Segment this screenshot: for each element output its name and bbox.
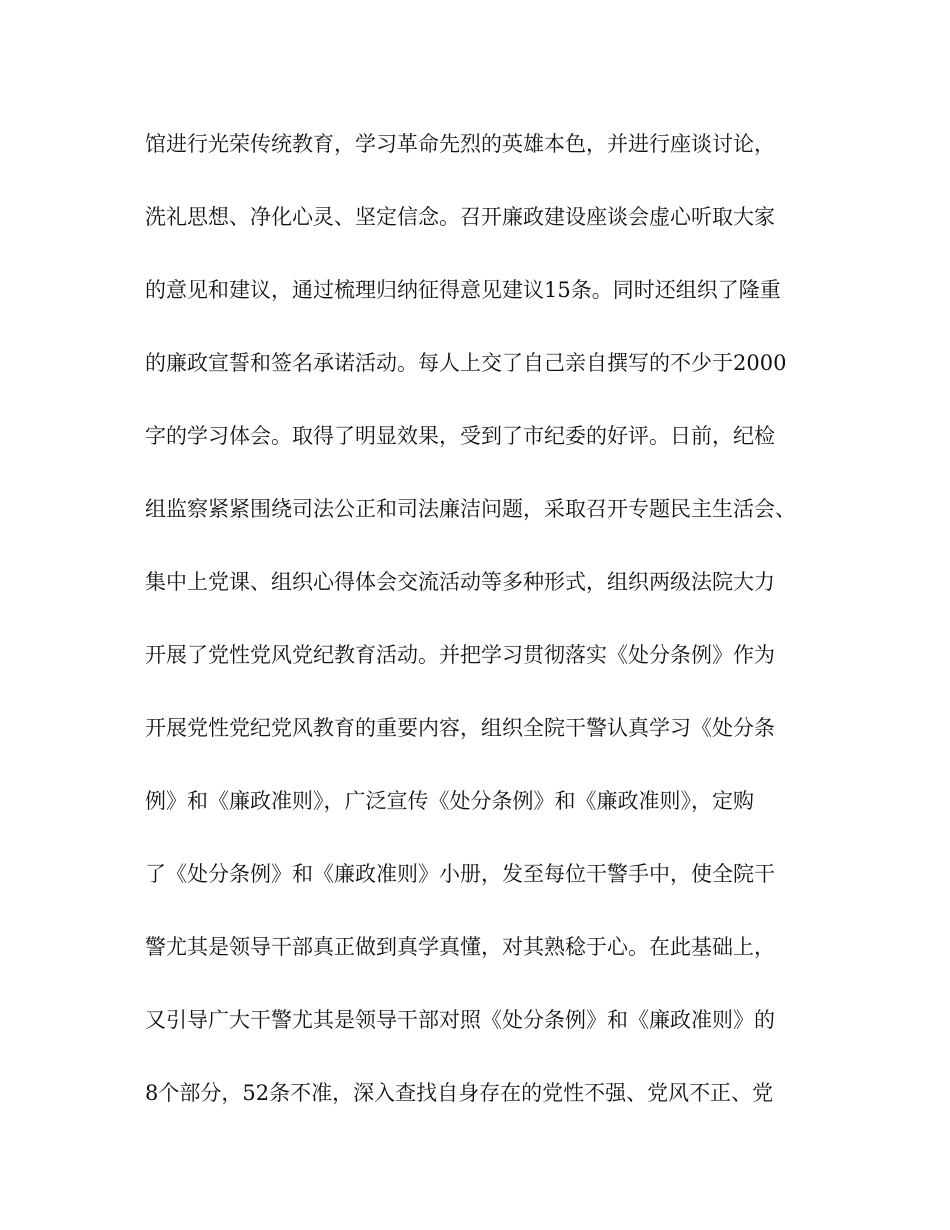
document-body [145,124,825,1146]
text-line: 开展党性党纪党风教育的重要内容，组织全院干警认真学习《处分条 [145,716,775,740]
text-line: 集中上党课、组织心得体会交流活动等多种形式，组织两级法院大力 [145,570,775,594]
text-line: 了《处分条例》和《廉政准则》小册，发至每位干警手中，使全院干 [145,862,775,886]
text-line: 的廉政宣誓和签名承诺活动。每人上交了自己亲自撰写的不少于2000 [145,351,787,375]
text-line: 例》和《廉政准则》，广泛宣传《处分条例》和《廉政准则》，定购 [145,789,754,813]
text-line: 字的学习体会。取得了明显效果，受到了市纪委的好评。日前，纪检 [145,424,775,448]
text-line: 馆进行光荣传统教育，学习革命先烈的英雄本色，并进行座谈讨论， [145,132,775,156]
text-line: 组监察紧紧围绕司法公正和司法廉洁问题，采取召开专题民主生活会、 [145,497,796,521]
text-line: 警尤其是领导干部真正做到真学真懂，对其熟稔于心。在此基础上， [145,935,775,959]
text-line: 8个部分，52条不准，深入查找自身存在的党性不强、党风不正、党 [145,1081,774,1105]
text-line: 开展了党性党风党纪教育活动。并把学习贯彻落实《处分条例》作为 [145,643,775,667]
text-line: 又引导广大干警尤其是领导干部对照《处分条例》和《廉政准则》的 [145,1008,775,1032]
text-line: 的意见和建议，通过梳理归纳征得意见建议15条。同时还组织了隆重 [145,278,781,302]
text-line: 洗礼思想、净化心灵、坚定信念。召开廉政建设座谈会虚心听取大家 [145,205,775,229]
